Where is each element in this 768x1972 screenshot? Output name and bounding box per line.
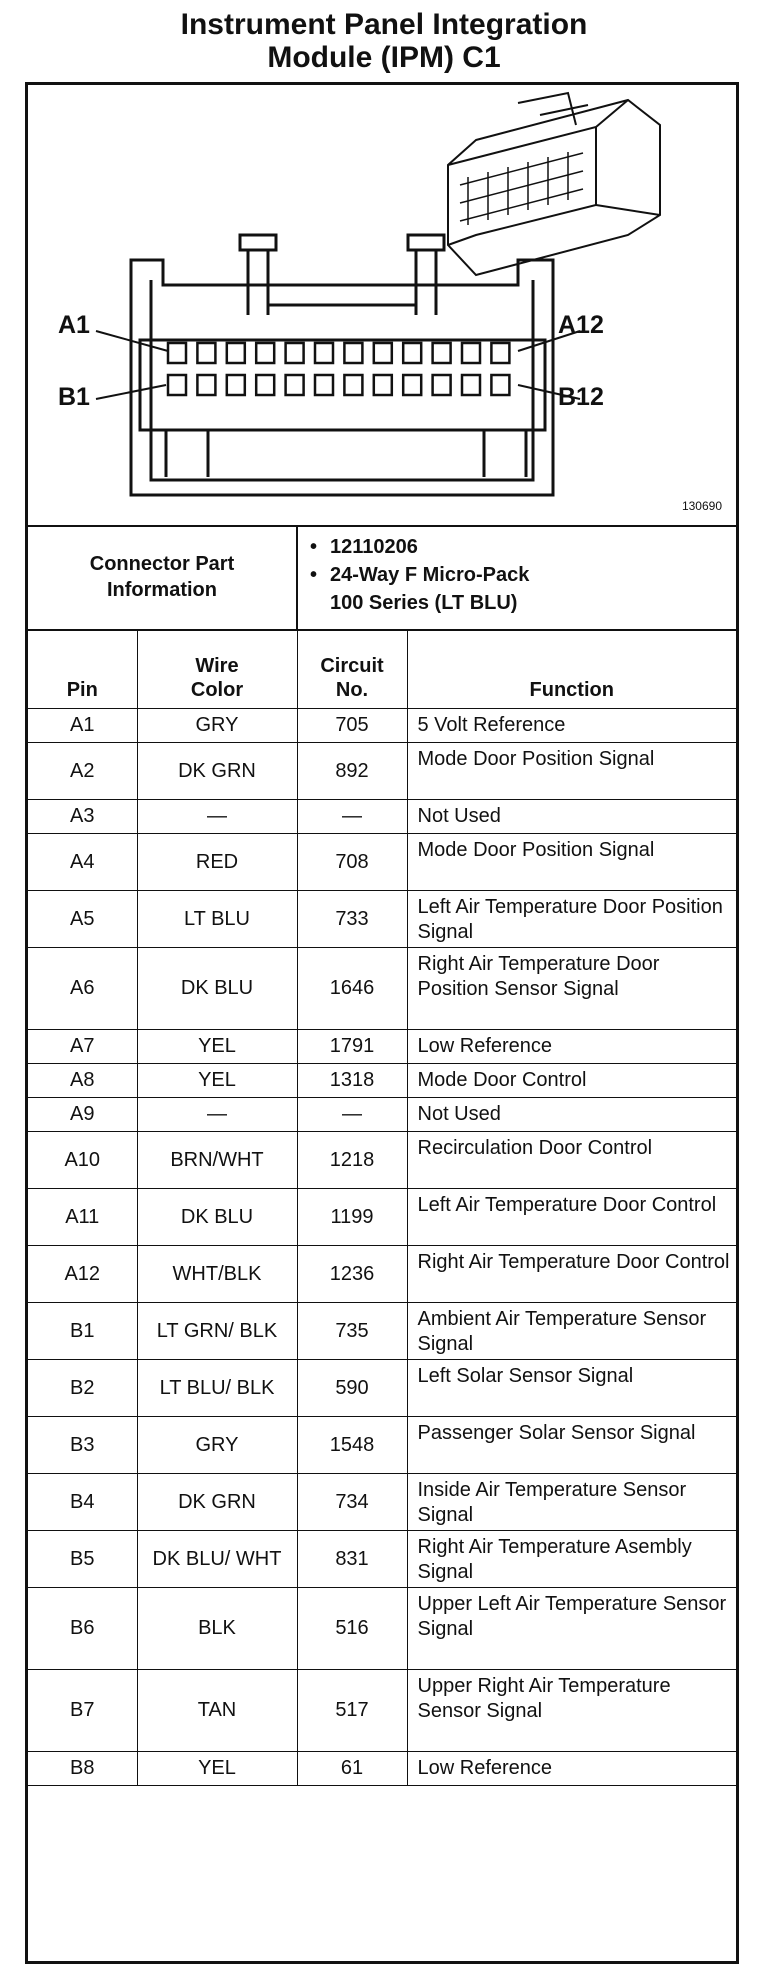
circuit-cell: 516: [297, 1588, 407, 1670]
table-row: [28, 1246, 736, 1303]
pin-cell: A3: [28, 800, 137, 834]
table-row: [28, 1752, 736, 1786]
connector-drawing: [28, 85, 736, 525]
table-row: [28, 891, 736, 948]
pin-cell: B1: [28, 1303, 137, 1360]
table-row: [28, 1588, 736, 1670]
wire-color-cell: —: [137, 800, 297, 834]
circuit-cell: 831: [297, 1531, 407, 1588]
wire-color-cell: GRY: [137, 709, 297, 743]
function-cell: Right Air Temperature Door Control: [407, 1246, 736, 1303]
pin-label-a1: A1: [58, 311, 90, 339]
wire-color-cell: RED: [137, 834, 297, 891]
connector-info-values: [310, 533, 529, 617]
function-cell: Left Air Temperature Door Control: [407, 1189, 736, 1246]
pin-label-b1: B1: [58, 383, 90, 411]
circuit-cell: 708: [297, 834, 407, 891]
wire-color-cell: DK BLU: [137, 948, 297, 1030]
circuit-cell: 705: [297, 709, 407, 743]
table-row: [28, 743, 736, 800]
circuit-cell: —: [297, 800, 407, 834]
connector-diagram: [28, 85, 736, 527]
pin-cell: A2: [28, 743, 137, 800]
pin-cell: B8: [28, 1752, 137, 1786]
header-circuit-no: Circuit No.: [297, 630, 407, 709]
circuit-cell: 61: [297, 1752, 407, 1786]
table-row: [28, 1303, 736, 1360]
wire-color-cell: LT GRN/ BLK: [137, 1303, 297, 1360]
pin-cavity: [374, 343, 392, 363]
circuit-cell: 1218: [297, 1132, 407, 1189]
wire-color-cell: DK BLU: [137, 1189, 297, 1246]
pin-cavity: [315, 343, 333, 363]
pin-cavity: [344, 343, 362, 363]
pin-cell: A8: [28, 1064, 137, 1098]
function-cell: Upper Right Air Temperature Sensor Signal: [407, 1670, 736, 1752]
circuit-cell: 734: [297, 1474, 407, 1531]
pin-cavity: [403, 375, 421, 395]
pin-cavities: [168, 343, 509, 395]
function-cell: Ambient Air Temperature Sensor Signal: [407, 1303, 736, 1360]
pin-cavity: [344, 375, 362, 395]
pin-cavity: [168, 375, 186, 395]
pin-cavity: [491, 343, 509, 363]
table-row: [28, 1189, 736, 1246]
pin-cavity: [462, 375, 480, 395]
pin-cell: A11: [28, 1189, 137, 1246]
pin-cell: A7: [28, 1030, 137, 1064]
pin-cavity: [256, 375, 274, 395]
title-line-2: Module (IPM) C1: [267, 41, 501, 74]
circuit-cell: 1318: [297, 1064, 407, 1098]
circuit-cell: 1791: [297, 1030, 407, 1064]
table-row: [28, 1132, 736, 1189]
pin-label-b12: B12: [558, 383, 604, 411]
pin-cavity: [227, 375, 245, 395]
pin-cell: B3: [28, 1417, 137, 1474]
function-cell: Recirculation Door Control: [407, 1132, 736, 1189]
pin-cell: B7: [28, 1670, 137, 1752]
header-function: Function: [407, 630, 736, 709]
pin-table: [28, 629, 736, 1786]
part-number: • 12110206: [310, 533, 529, 561]
pin-cell: B5: [28, 1531, 137, 1588]
table-row: [28, 1030, 736, 1064]
connector-part-information: [28, 525, 736, 631]
connector-info-label: [28, 525, 298, 629]
table-row: [28, 1474, 736, 1531]
pin-cell: A12: [28, 1246, 137, 1303]
wire-color-cell: BRN/WHT: [137, 1132, 297, 1189]
function-cell: Low Reference: [407, 1752, 736, 1786]
connector-face-view: [131, 235, 553, 495]
function-cell: 5 Volt Reference: [407, 709, 736, 743]
circuit-cell: 733: [297, 891, 407, 948]
header-wire-color: Wire Color: [137, 630, 297, 709]
table-row: [28, 834, 736, 891]
function-cell: Mode Door Position Signal: [407, 834, 736, 891]
function-cell: Low Reference: [407, 1030, 736, 1064]
table-row: [28, 1098, 736, 1132]
wire-color-cell: LT BLU/ BLK: [137, 1360, 297, 1417]
pin-cavity: [315, 375, 333, 395]
table-row: [28, 709, 736, 743]
table-row: [28, 1360, 736, 1417]
pin-cavity: [168, 343, 186, 363]
function-cell: Right Air Temperature Door Position Sensor Signal: [407, 948, 736, 1030]
pin-cavity: [433, 375, 451, 395]
pin-cavity: [256, 343, 274, 363]
figure-id: 130690: [681, 499, 722, 513]
table-row: [28, 1064, 736, 1098]
pin-cell: A5: [28, 891, 137, 948]
table-row: [28, 1417, 736, 1474]
pin-cavity: [227, 343, 245, 363]
pin-cell: A4: [28, 834, 137, 891]
pin-cell: A9: [28, 1098, 137, 1132]
function-cell: Passenger Solar Sensor Signal: [407, 1417, 736, 1474]
function-cell: Mode Door Position Signal: [407, 743, 736, 800]
connector-description-line-1: • 24-Way F Micro-Pack: [310, 561, 529, 589]
wire-color-cell: DK GRN: [137, 743, 297, 800]
wire-color-cell: DK GRN: [137, 1474, 297, 1531]
wire-color-cell: —: [137, 1098, 297, 1132]
function-cell: Upper Left Air Temperature Sensor Signal: [407, 1588, 736, 1670]
circuit-cell: 517: [297, 1670, 407, 1752]
pin-cavity: [491, 375, 509, 395]
pin-cell: A10: [28, 1132, 137, 1189]
wire-color-cell: WHT/BLK: [137, 1246, 297, 1303]
pin-cell: B6: [28, 1588, 137, 1670]
wire-color-cell: BLK: [137, 1588, 297, 1670]
circuit-cell: 892: [297, 743, 407, 800]
function-cell: Right Air Temperature Asembly Signal: [407, 1531, 736, 1588]
pin-cavity: [286, 375, 304, 395]
connector-sheet: [25, 82, 739, 1964]
function-cell: Left Solar Sensor Signal: [407, 1360, 736, 1417]
table-row: [28, 948, 736, 1030]
table-row: [28, 1670, 736, 1752]
pin-cell: A1: [28, 709, 137, 743]
pin-cell: B2: [28, 1360, 137, 1417]
function-cell: Inside Air Temperature Sensor Signal: [407, 1474, 736, 1531]
pin-cavity: [433, 343, 451, 363]
connector-description-line-2: 100 Series (LT BLU): [330, 592, 518, 614]
connector-isometric-view: [448, 93, 660, 275]
pin-cavity: [197, 343, 215, 363]
wire-color-cell: YEL: [137, 1064, 297, 1098]
pin-cavity: [197, 375, 215, 395]
table-row: [28, 800, 736, 834]
connector-info-label-line-1: Connector Part: [89, 553, 235, 575]
wire-color-cell: YEL: [137, 1752, 297, 1786]
wire-color-cell: DK BLU/ WHT: [137, 1531, 297, 1588]
pin-cavity: [374, 375, 392, 395]
function-cell: Left Air Temperature Door Position Signal: [407, 891, 736, 948]
wire-color-cell: GRY: [137, 1417, 297, 1474]
circuit-cell: 1548: [297, 1417, 407, 1474]
title-line-1: Instrument Panel Integration: [180, 8, 588, 41]
connector-info-label-line-2: Information: [107, 579, 217, 601]
circuit-cell: 735: [297, 1303, 407, 1360]
header-pin: Pin: [28, 630, 137, 709]
circuit-cell: 590: [297, 1360, 407, 1417]
pin-cavity: [462, 343, 480, 363]
circuit-cell: 1199: [297, 1189, 407, 1246]
pin-cell: A6: [28, 948, 137, 1030]
pin-cell: B4: [28, 1474, 137, 1531]
pin-table-body: [28, 709, 736, 1786]
function-cell: Mode Door Control: [407, 1064, 736, 1098]
pin-cavity: [403, 343, 421, 363]
pin-label-a12: A12: [558, 311, 604, 339]
function-cell: Not Used: [407, 800, 736, 834]
table-row: [28, 1531, 736, 1588]
wire-color-cell: TAN: [137, 1670, 297, 1752]
circuit-cell: —: [297, 1098, 407, 1132]
wire-color-cell: LT BLU: [137, 891, 297, 948]
function-cell: Not Used: [407, 1098, 736, 1132]
pin-table-header: [28, 630, 736, 709]
wire-color-cell: YEL: [137, 1030, 297, 1064]
circuit-cell: 1236: [297, 1246, 407, 1303]
page-title: [0, 8, 768, 74]
pin-cavity: [286, 343, 304, 363]
circuit-cell: 1646: [297, 948, 407, 1030]
